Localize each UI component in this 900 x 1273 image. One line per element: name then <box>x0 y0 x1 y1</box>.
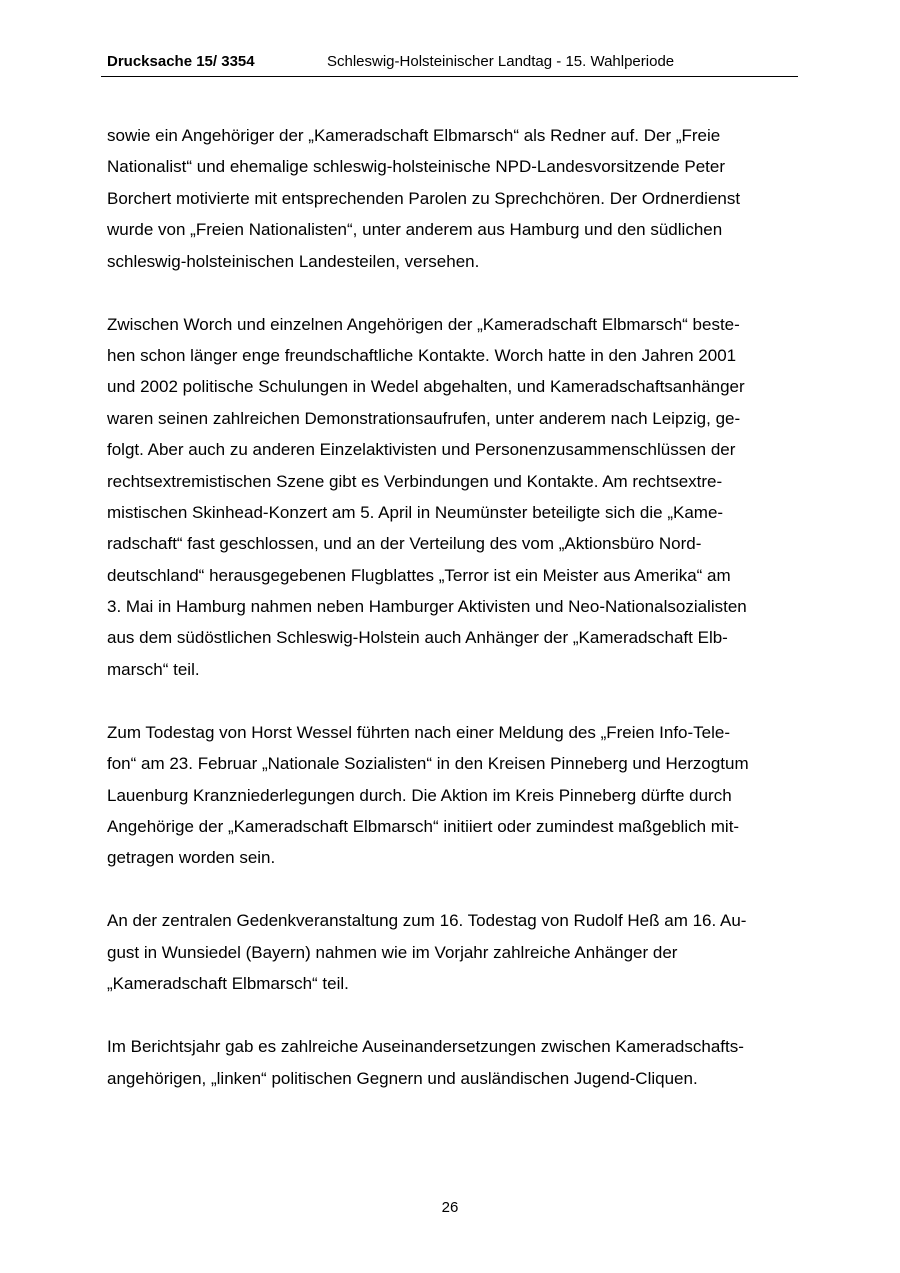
paragraph-4 <box>107 905 807 999</box>
text-line: angehörigen, „linken“ politischen Gegnern und ausländischen Jugend-Cliquen. <box>107 1068 698 1088</box>
text-line: Zwischen Worch und einzelnen Angehörigen der „Kameradschaft Elbmarsch“ beste- <box>107 314 740 334</box>
text-line: hen schon länger enge freundschaftliche Kontakte. Worch hatte in den Jahren 2001 <box>107 345 737 365</box>
header-title: Schleswig-Holsteinischer Landtag - 15. Wahlperiode <box>327 53 675 70</box>
text-line: Angehörige der „Kameradschaft Elbmarsch“ initiiert oder zumindest maßgeblich mit- <box>107 817 740 836</box>
text-line: schleswig-holsteinischen Landesteilen, versehen. <box>107 251 480 271</box>
text-line: Lauenburg Kranzniederlegungen durch. Die Aktion im Kreis Pinneberg dürfte durch <box>107 785 732 805</box>
text-line: radschaft“ fast geschlossen, und an der Verteilung des vom „Aktionsbüro Nord- <box>107 534 702 554</box>
text-line: gust in Wunsiedel (Bayern) nahmen wie im Vorjahr zahlreiche Anhänger der <box>107 942 678 962</box>
text-line: Im Berichtsjahr gab es zahlreiche Auseinandersetzungen zwischen Kameradschafts- <box>107 1037 744 1057</box>
paragraph-spacer <box>107 1000 807 1032</box>
text-line: marsch“ teil. <box>107 659 200 679</box>
paragraph-spacer <box>107 277 807 309</box>
page-header <box>101 52 798 77</box>
text-line: Zum Todestag von Horst Wessel führten nach einer Meldung des „Freien Info-Tele- <box>107 722 731 742</box>
text-line: folgt. Aber auch zu anderen Einzelaktivisten und Personenzusammenschlüssen der <box>107 440 736 460</box>
document-number: Drucksache 15/ 3354 <box>107 53 255 70</box>
text-line: waren seinen zahlreichen Demonstrationsaufrufen, unter anderem nach Leipzig, ge- <box>107 408 741 428</box>
paragraph-2 <box>107 309 807 686</box>
paragraph-1 <box>107 120 807 277</box>
text-line: aus dem südöstlichen Schleswig-Holstein auch Anhänger der „Kameradschaft Elb- <box>107 628 728 648</box>
paragraph-spacer <box>107 874 807 906</box>
text-line: 3. Mai in Hamburg nahmen neben Hamburger Aktivisten und Neo-Nationalsozialisten <box>107 597 747 617</box>
text-line: und 2002 politische Schulungen in Wedel abgehalten, und Kameradschaftsanhänger <box>107 377 745 397</box>
text-line: wurde von „Freien Nationalisten“, unter anderem aus Hamburg und den südlichen <box>107 220 723 240</box>
text-line: rechtsextremistischen Szene gibt es Verbindungen und Kontakte. Am rechtsextre- <box>107 471 723 491</box>
text-line: An der zentralen Gedenkveranstaltung zum 16. Todestag von Rudolf Heß am 16. Au- <box>107 911 747 931</box>
text-line: deutschland“ herausgegebenen Flugblattes „Terror ist ein Meister aus Amerika“ am <box>107 565 731 585</box>
page-number: 26 <box>441 1199 459 1216</box>
body-text <box>107 120 807 1094</box>
text-line: mistischen Skinhead-Konzert am 5. April in Neumünster beteiligte sich die „Kame- <box>107 502 724 522</box>
text-line: fon“ am 23. Februar „Nationale Sozialisten“ in den Kreisen Pinneberg und Herzogtum <box>107 754 749 774</box>
paragraph-3 <box>107 717 807 874</box>
text-line: Borchert motivierte mit entsprechenden Parolen zu Sprechchören. Der Ordnerdienst <box>107 188 741 208</box>
text-line: sowie ein Angehöriger der „Kameradschaft Elbmarsch“ als Redner auf. Der „Freie <box>107 126 721 145</box>
paragraph-5 <box>107 1031 807 1094</box>
text-line: „Kameradschaft Elbmarsch“ teil. <box>107 974 349 994</box>
text-line: Nationalist“ und ehemalige schleswig-holsteinische NPD-Landesvorsitzende Peter <box>107 157 725 177</box>
text-line: getragen worden sein. <box>107 848 276 868</box>
paragraph-spacer <box>107 685 807 717</box>
